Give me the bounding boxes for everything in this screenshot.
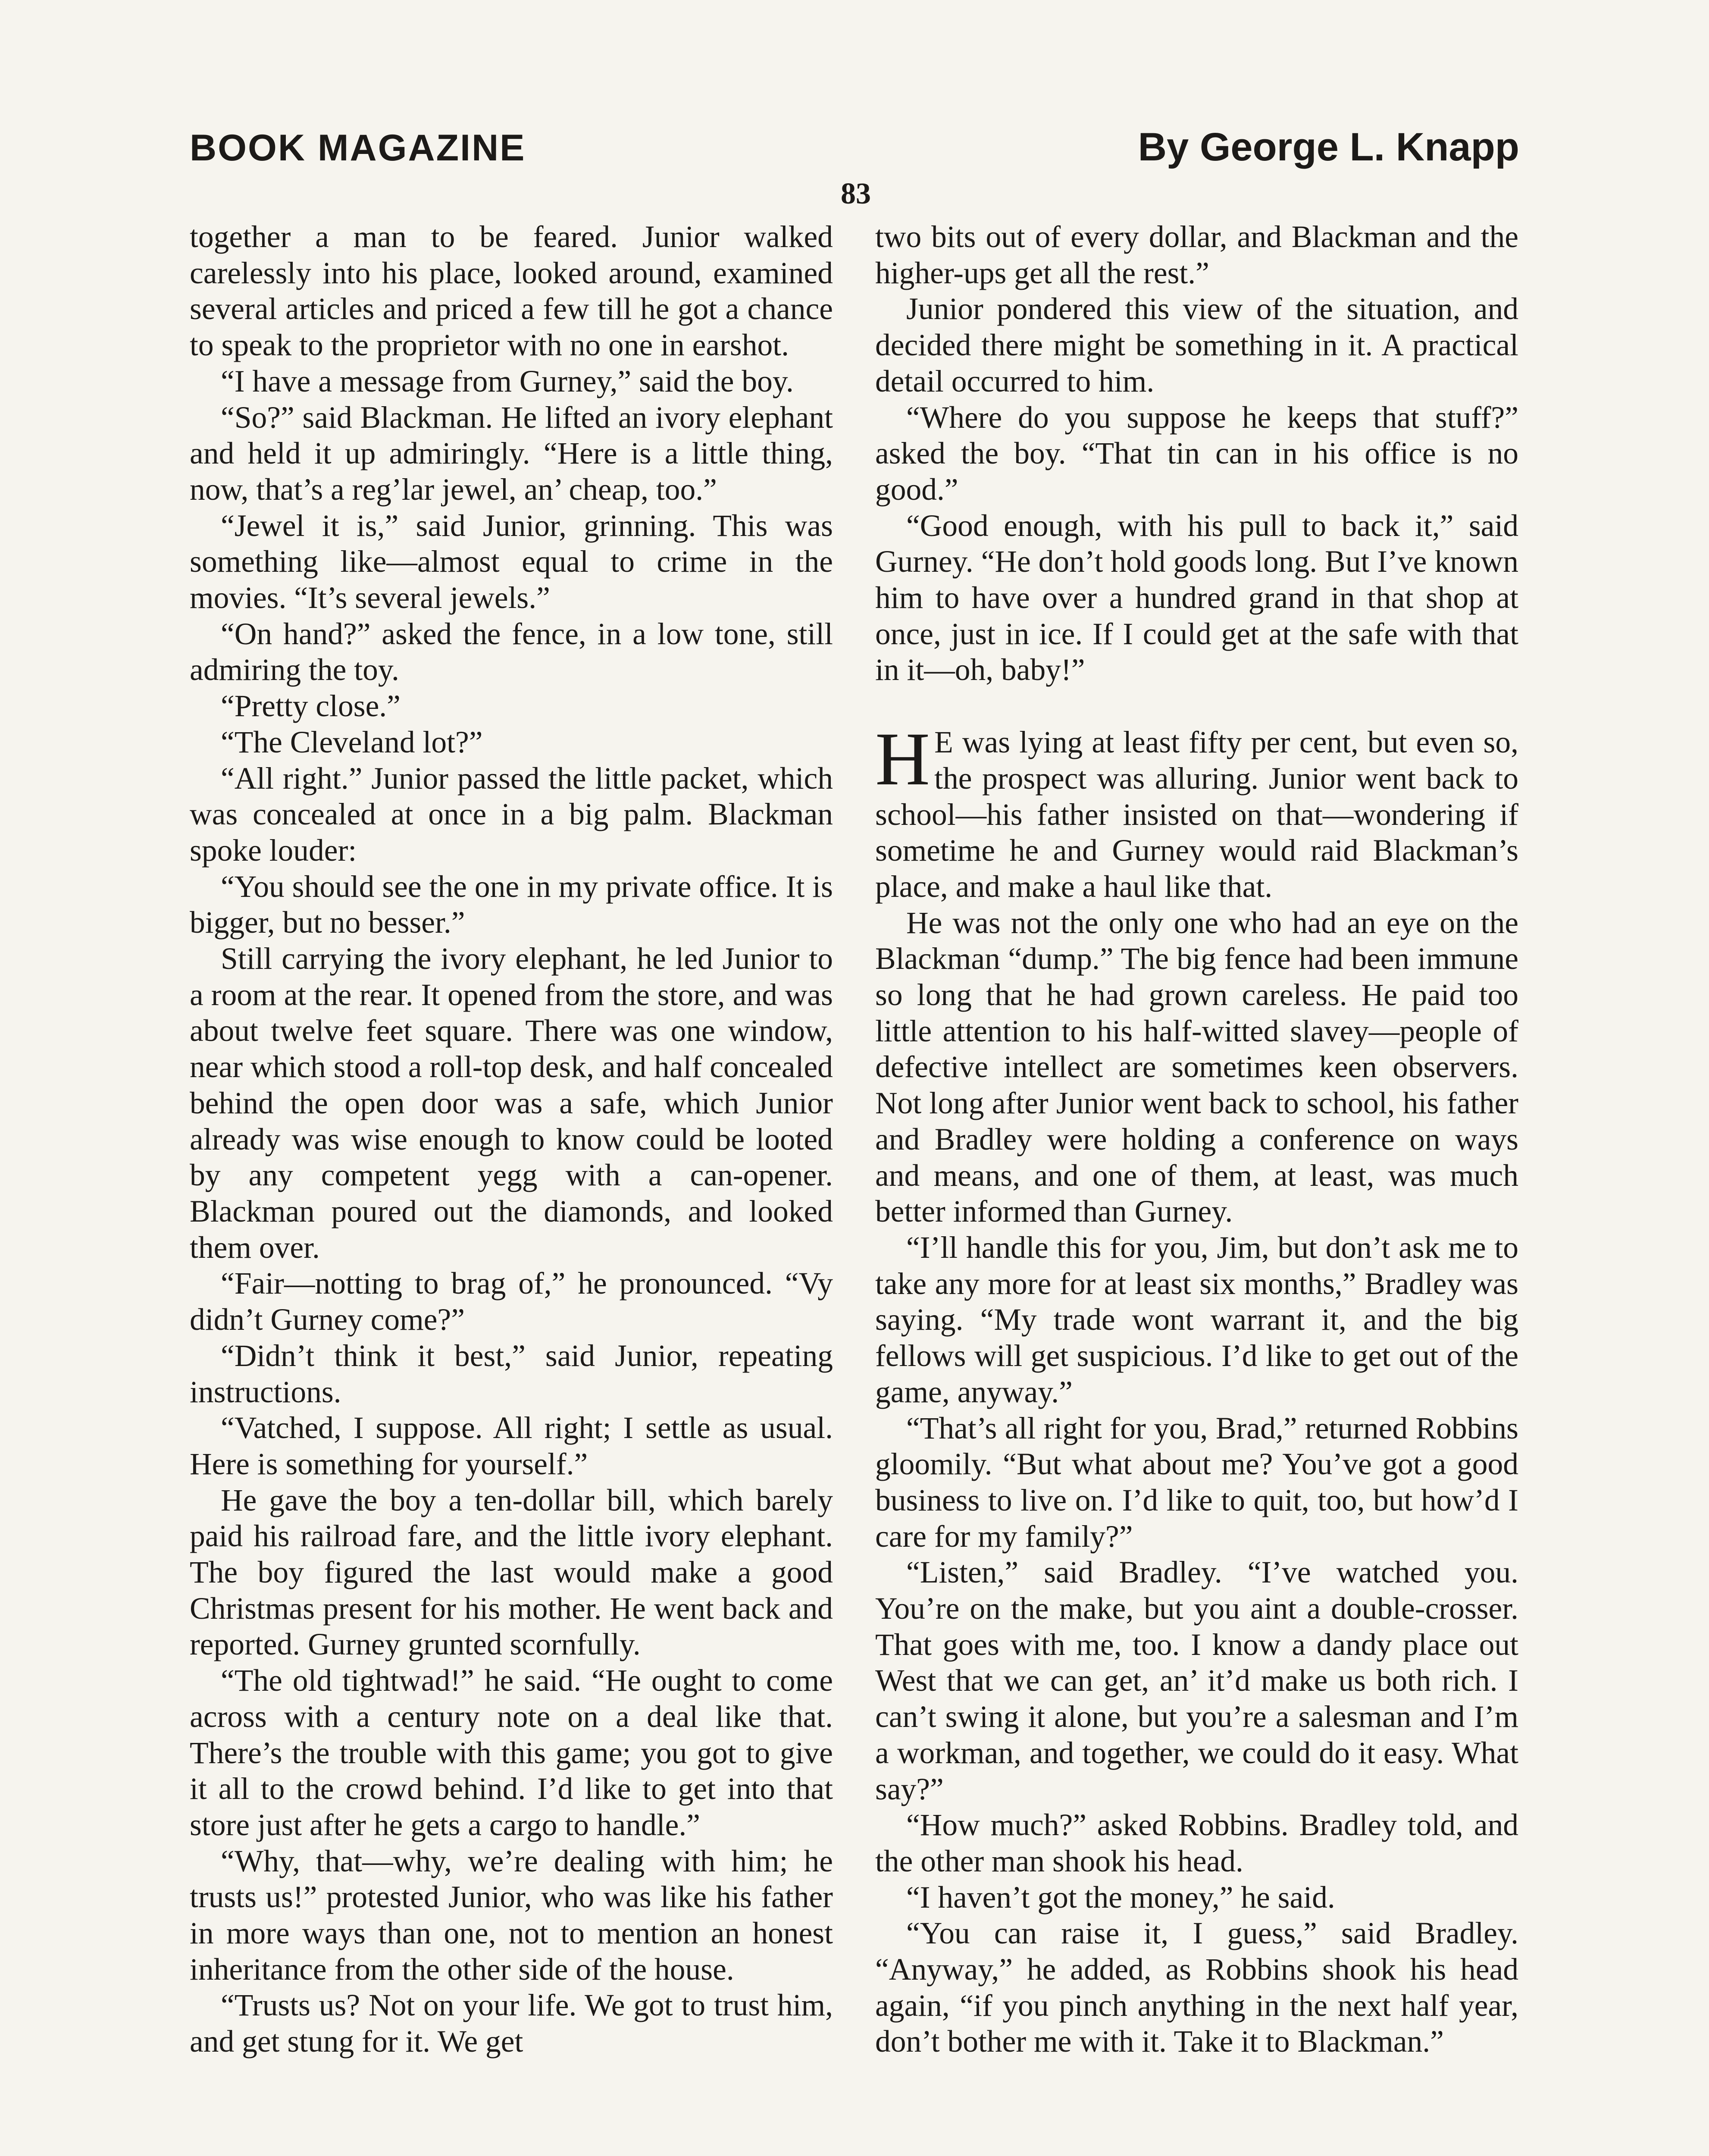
paragraph: “You can raise it, I guess,” said Bradley. “Anyway,” he added, as Robbins shook his head again, “if you pinch anything in the next half year, don’t bother me with it. Take it to Blackman.” — [875, 1916, 1518, 2059]
paragraph: “On hand?” asked the fence, in a low tone, still admiring the toy. — [190, 617, 833, 687]
paragraph: “All right.” Junior passed the little packet, which was concealed at once in a big palm. Blackman spoke louder: — [190, 761, 833, 868]
publication-title: BOOK MAGAZINE — [190, 127, 526, 169]
paragraph: “That’s all right for you, Brad,” returned Robbins gloomily. “But what about me? You’ve got a good business to live on. I’d like to quit, too, but how’d I care for my family?” — [875, 1411, 1518, 1554]
paragraph: Still carrying the ivory elephant, he led Junior to a room at the rear. It opened from the store, and was about twelve feet square. There was one window, near which stood a roll-top desk, and half concealed behind the open door was a safe, which Junior already was wise enough to know could be looted by any competent yegg with a can-opener. Blackman poured out the diamonds, and looked them over. — [190, 942, 833, 1265]
paragraph: two bits out of every dollar, and Blackman and the higher-ups get all the rest.” — [875, 220, 1518, 290]
paragraph: Junior pondered this view of the situation, and decided there might be something in it. A practical detail occurred to him. — [875, 292, 1518, 398]
paragraph: “I have a message from Gurney,” said the boy. — [221, 364, 794, 398]
paragraph: “The old tightwad!” he said. “He ought to come across with a century note on a deal like that. There’s the trouble with this game; you got to give it all to the crowd behind. I’d like to get into that store just after he gets a cargo to handle.” — [190, 1664, 833, 1842]
text-column-right — [875, 219, 1518, 2060]
paragraph: together a man to be feared. Junior walked carelessly into his place, looked around, examined several articles and priced a few till he got a chance to speak to the proprietor with no one in earshot. — [190, 220, 833, 363]
paragraph: He gave the boy a ten-dollar bill, which barely paid his railroad fare, and the little ivory elephant. The boy figured the last would make a good Christmas present for his mother. He went back and reported. Gurney grunted scornfully. — [190, 1483, 833, 1662]
paragraph: “Jewel it is,” said Junior, grinning. This was something like—almost equal to crime in the movies. “It’s several jewels.” — [190, 508, 833, 615]
paragraph: “How much?” asked Robbins. Bradley told, and the other man shook his head. — [875, 1808, 1518, 1878]
paragraph: “Pretty close.” — [221, 689, 401, 724]
paragraph: “Trusts us? Not on your life. We got to trust him, and get stung for it. We get — [190, 1988, 833, 2059]
paragraph: “I’ll handle this for you, Jim, but don’t ask me to take any more for at least six months,” Bradley was saying. “My trade wont warrant it, and the big fellows will get suspicious. I’d like to get out of the game, anyway.” — [875, 1230, 1518, 1409]
paragraph: “Listen,” said Bradley. “I’ve watched you. You’re on the make, but you aint a double-crosser. That goes with me, too. I know a dandy place out West that we can get, an’ it’d make us both rich. I can’t swing it alone, but you’re a salesman and I’m a workman, and together, we could do it easy. What say?” — [875, 1555, 1518, 1806]
paragraph: “I haven’t got the money,” he said. — [906, 1880, 1335, 1915]
page-number: 83 — [841, 177, 871, 210]
paragraph: “Why, that—why, we’re dealing with him; he trusts us!” protested Junior, who was like his father in more ways than one, not to mention an honest inheritance from the other side of the house. — [190, 1844, 833, 1987]
paragraph: “You should see the one in my private office. It is bigger, but no besser.” — [190, 869, 833, 940]
paragraph: He was not the only one who had an eye on the Blackman “dump.” The big fence had been immune so long that he had grown careless. He paid too little attention to his half-witted slavey—people of defective intellect are sometimes keen observers. Not long after Junior went back to school, his father and Bradley were holding a conference on ways and means, and one of them, at least, was much better informed than Gurney. — [875, 906, 1518, 1229]
paragraph-text: E was lying at least fifty per cent, but even so, the prospect was alluring. Junior went back to school—his father insisted on that—wondering if sometime he and Gurney would raid Blackman’s place, and make a haul like that. — [875, 725, 1518, 904]
section-opening-paragraph — [875, 717, 1518, 905]
author-byline: By George L. Knapp — [1138, 125, 1519, 169]
paragraph: “Didn’t think it best,” said Junior, repeating instructions. — [190, 1338, 833, 1409]
paragraph: “So?” said Blackman. He lifted an ivory elephant and held it up admiringly. “Here is a little thing, now, that’s a reg’lar jewel, an’ cheap, too.” — [190, 400, 833, 507]
paragraph: “Where do you suppose he keeps that stuff?” asked the boy. “That tin can in his office is no good.” — [875, 400, 1518, 507]
text-column-left — [190, 219, 833, 2060]
paragraph: “Vatched, I suppose. All right; I settle as usual. Here is something for yourself.” — [190, 1411, 833, 1481]
paragraph: “Fair—notting to brag of,” he pronounced. “Vy didn’t Gurney come?” — [190, 1266, 833, 1337]
drop-cap: H — [875, 717, 930, 802]
paragraph: “The Cleveland lot?” — [221, 725, 483, 759]
paragraph: “Good enough, with his pull to back it,” said Gurney. “He don’t hold goods long. But I’ve known him to have over a hundred grand in that shop at once, just in ice. If I could get at the safe with that in it—oh, baby!” — [875, 508, 1518, 687]
